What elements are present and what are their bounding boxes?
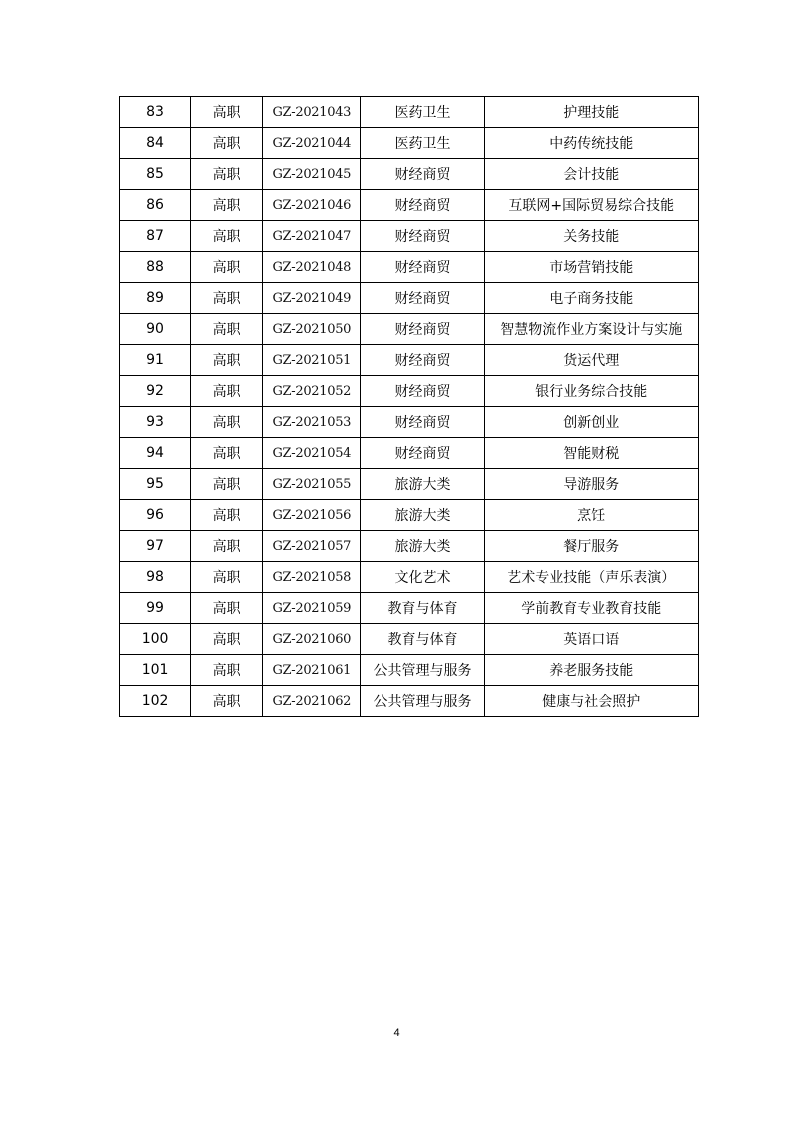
competition-code-cell: GZ-2021043 — [263, 97, 361, 128]
category-cell: 公共管理与服务 — [361, 686, 484, 717]
category-cell: 教育与体育 — [361, 593, 484, 624]
table-row — [120, 686, 699, 717]
level-cell: 高职 — [191, 624, 263, 655]
competition-code-cell: GZ-2021057 — [263, 531, 361, 562]
category-cell: 公共管理与服务 — [361, 655, 484, 686]
competition-code-cell: GZ-2021061 — [263, 655, 361, 686]
table-row — [120, 128, 699, 159]
table-row — [120, 190, 699, 221]
table-row — [120, 655, 699, 686]
level-cell: 高职 — [191, 252, 263, 283]
row-number-cell: 84 — [120, 128, 191, 159]
competition-code-cell: GZ-2021060 — [263, 624, 361, 655]
competition-code-cell: GZ-2021050 — [263, 314, 361, 345]
competition-code-cell: GZ-2021048 — [263, 252, 361, 283]
competition-code-cell: GZ-2021056 — [263, 500, 361, 531]
level-cell: 高职 — [191, 221, 263, 252]
competition-name-cell: 货运代理 — [484, 345, 698, 376]
level-cell: 高职 — [191, 593, 263, 624]
table-row — [120, 376, 699, 407]
table-row — [120, 345, 699, 376]
competition-table — [119, 96, 699, 717]
level-cell: 高职 — [191, 128, 263, 159]
table-row — [120, 562, 699, 593]
level-cell: 高职 — [191, 345, 263, 376]
competition-name-cell: 智慧物流作业方案设计与实施 — [484, 314, 698, 345]
level-cell: 高职 — [191, 438, 263, 469]
category-cell: 财经商贸 — [361, 407, 484, 438]
row-number-cell: 91 — [120, 345, 191, 376]
competition-name-cell: 会计技能 — [484, 159, 698, 190]
category-cell: 财经商贸 — [361, 376, 484, 407]
level-cell: 高职 — [191, 500, 263, 531]
row-number-cell: 90 — [120, 314, 191, 345]
competition-code-cell: GZ-2021052 — [263, 376, 361, 407]
competition-code-cell: GZ-2021058 — [263, 562, 361, 593]
level-cell: 高职 — [191, 407, 263, 438]
competition-code-cell: GZ-2021053 — [263, 407, 361, 438]
category-cell: 旅游大类 — [361, 500, 484, 531]
table-row — [120, 531, 699, 562]
category-cell: 财经商贸 — [361, 159, 484, 190]
category-cell: 财经商贸 — [361, 345, 484, 376]
competition-code-cell: GZ-2021049 — [263, 283, 361, 314]
row-number-cell: 93 — [120, 407, 191, 438]
table-row — [120, 159, 699, 190]
competition-name-cell: 学前教育专业教育技能 — [484, 593, 698, 624]
category-cell: 财经商贸 — [361, 438, 484, 469]
row-number-cell: 97 — [120, 531, 191, 562]
competition-code-cell: GZ-2021054 — [263, 438, 361, 469]
row-number-cell: 96 — [120, 500, 191, 531]
row-number-cell: 94 — [120, 438, 191, 469]
row-number-cell: 85 — [120, 159, 191, 190]
level-cell: 高职 — [191, 314, 263, 345]
table-row — [120, 314, 699, 345]
row-number-cell: 87 — [120, 221, 191, 252]
row-number-cell: 99 — [120, 593, 191, 624]
row-number-cell: 83 — [120, 97, 191, 128]
table-row — [120, 500, 699, 531]
category-cell: 旅游大类 — [361, 469, 484, 500]
level-cell: 高职 — [191, 376, 263, 407]
competition-name-cell: 餐厅服务 — [484, 531, 698, 562]
row-number-cell: 101 — [120, 655, 191, 686]
category-cell: 财经商贸 — [361, 221, 484, 252]
table-row — [120, 438, 699, 469]
table-row — [120, 407, 699, 438]
competition-name-cell: 互联网+国际贸易综合技能 — [484, 190, 698, 221]
category-cell: 医药卫生 — [361, 97, 484, 128]
category-cell: 文化艺术 — [361, 562, 484, 593]
competition-name-cell: 护理技能 — [484, 97, 698, 128]
page-number: 4 — [393, 1027, 400, 1039]
level-cell: 高职 — [191, 283, 263, 314]
level-cell: 高职 — [191, 190, 263, 221]
competition-code-cell: GZ-2021045 — [263, 159, 361, 190]
category-cell: 财经商贸 — [361, 283, 484, 314]
table-row — [120, 252, 699, 283]
level-cell: 高职 — [191, 159, 263, 190]
level-cell: 高职 — [191, 686, 263, 717]
table-row — [120, 624, 699, 655]
competition-name-cell: 中药传统技能 — [484, 128, 698, 159]
competition-code-cell: GZ-2021062 — [263, 686, 361, 717]
competition-name-cell: 艺术专业技能（声乐表演） — [484, 562, 698, 593]
competition-code-cell: GZ-2021051 — [263, 345, 361, 376]
level-cell: 高职 — [191, 97, 263, 128]
table-row — [120, 593, 699, 624]
competition-code-cell: GZ-2021046 — [263, 190, 361, 221]
competition-code-cell: GZ-2021059 — [263, 593, 361, 624]
category-cell: 旅游大类 — [361, 531, 484, 562]
competition-name-cell: 银行业务综合技能 — [484, 376, 698, 407]
competition-code-cell: GZ-2021044 — [263, 128, 361, 159]
level-cell: 高职 — [191, 469, 263, 500]
competition-name-cell: 健康与社会照护 — [484, 686, 698, 717]
row-number-cell: 89 — [120, 283, 191, 314]
level-cell: 高职 — [191, 562, 263, 593]
competition-name-cell: 智能财税 — [484, 438, 698, 469]
category-cell: 财经商贸 — [361, 314, 484, 345]
table-row — [120, 221, 699, 252]
category-cell: 财经商贸 — [361, 252, 484, 283]
row-number-cell: 88 — [120, 252, 191, 283]
competition-code-cell: GZ-2021047 — [263, 221, 361, 252]
row-number-cell: 102 — [120, 686, 191, 717]
table-row — [120, 97, 699, 128]
row-number-cell: 95 — [120, 469, 191, 500]
competition-name-cell: 市场营销技能 — [484, 252, 698, 283]
competition-name-cell: 电子商务技能 — [484, 283, 698, 314]
category-cell: 教育与体育 — [361, 624, 484, 655]
table-row — [120, 469, 699, 500]
competition-name-cell: 英语口语 — [484, 624, 698, 655]
table-body — [120, 97, 699, 717]
row-number-cell: 86 — [120, 190, 191, 221]
competition-name-cell: 创新创业 — [484, 407, 698, 438]
row-number-cell: 100 — [120, 624, 191, 655]
category-cell: 财经商贸 — [361, 190, 484, 221]
level-cell: 高职 — [191, 655, 263, 686]
competition-code-cell: GZ-2021055 — [263, 469, 361, 500]
row-number-cell: 98 — [120, 562, 191, 593]
competition-name-cell: 导游服务 — [484, 469, 698, 500]
competition-name-cell: 关务技能 — [484, 221, 698, 252]
row-number-cell: 92 — [120, 376, 191, 407]
competition-name-cell: 烹饪 — [484, 500, 698, 531]
category-cell: 医药卫生 — [361, 128, 484, 159]
table-row — [120, 283, 699, 314]
level-cell: 高职 — [191, 531, 263, 562]
competition-name-cell: 养老服务技能 — [484, 655, 698, 686]
